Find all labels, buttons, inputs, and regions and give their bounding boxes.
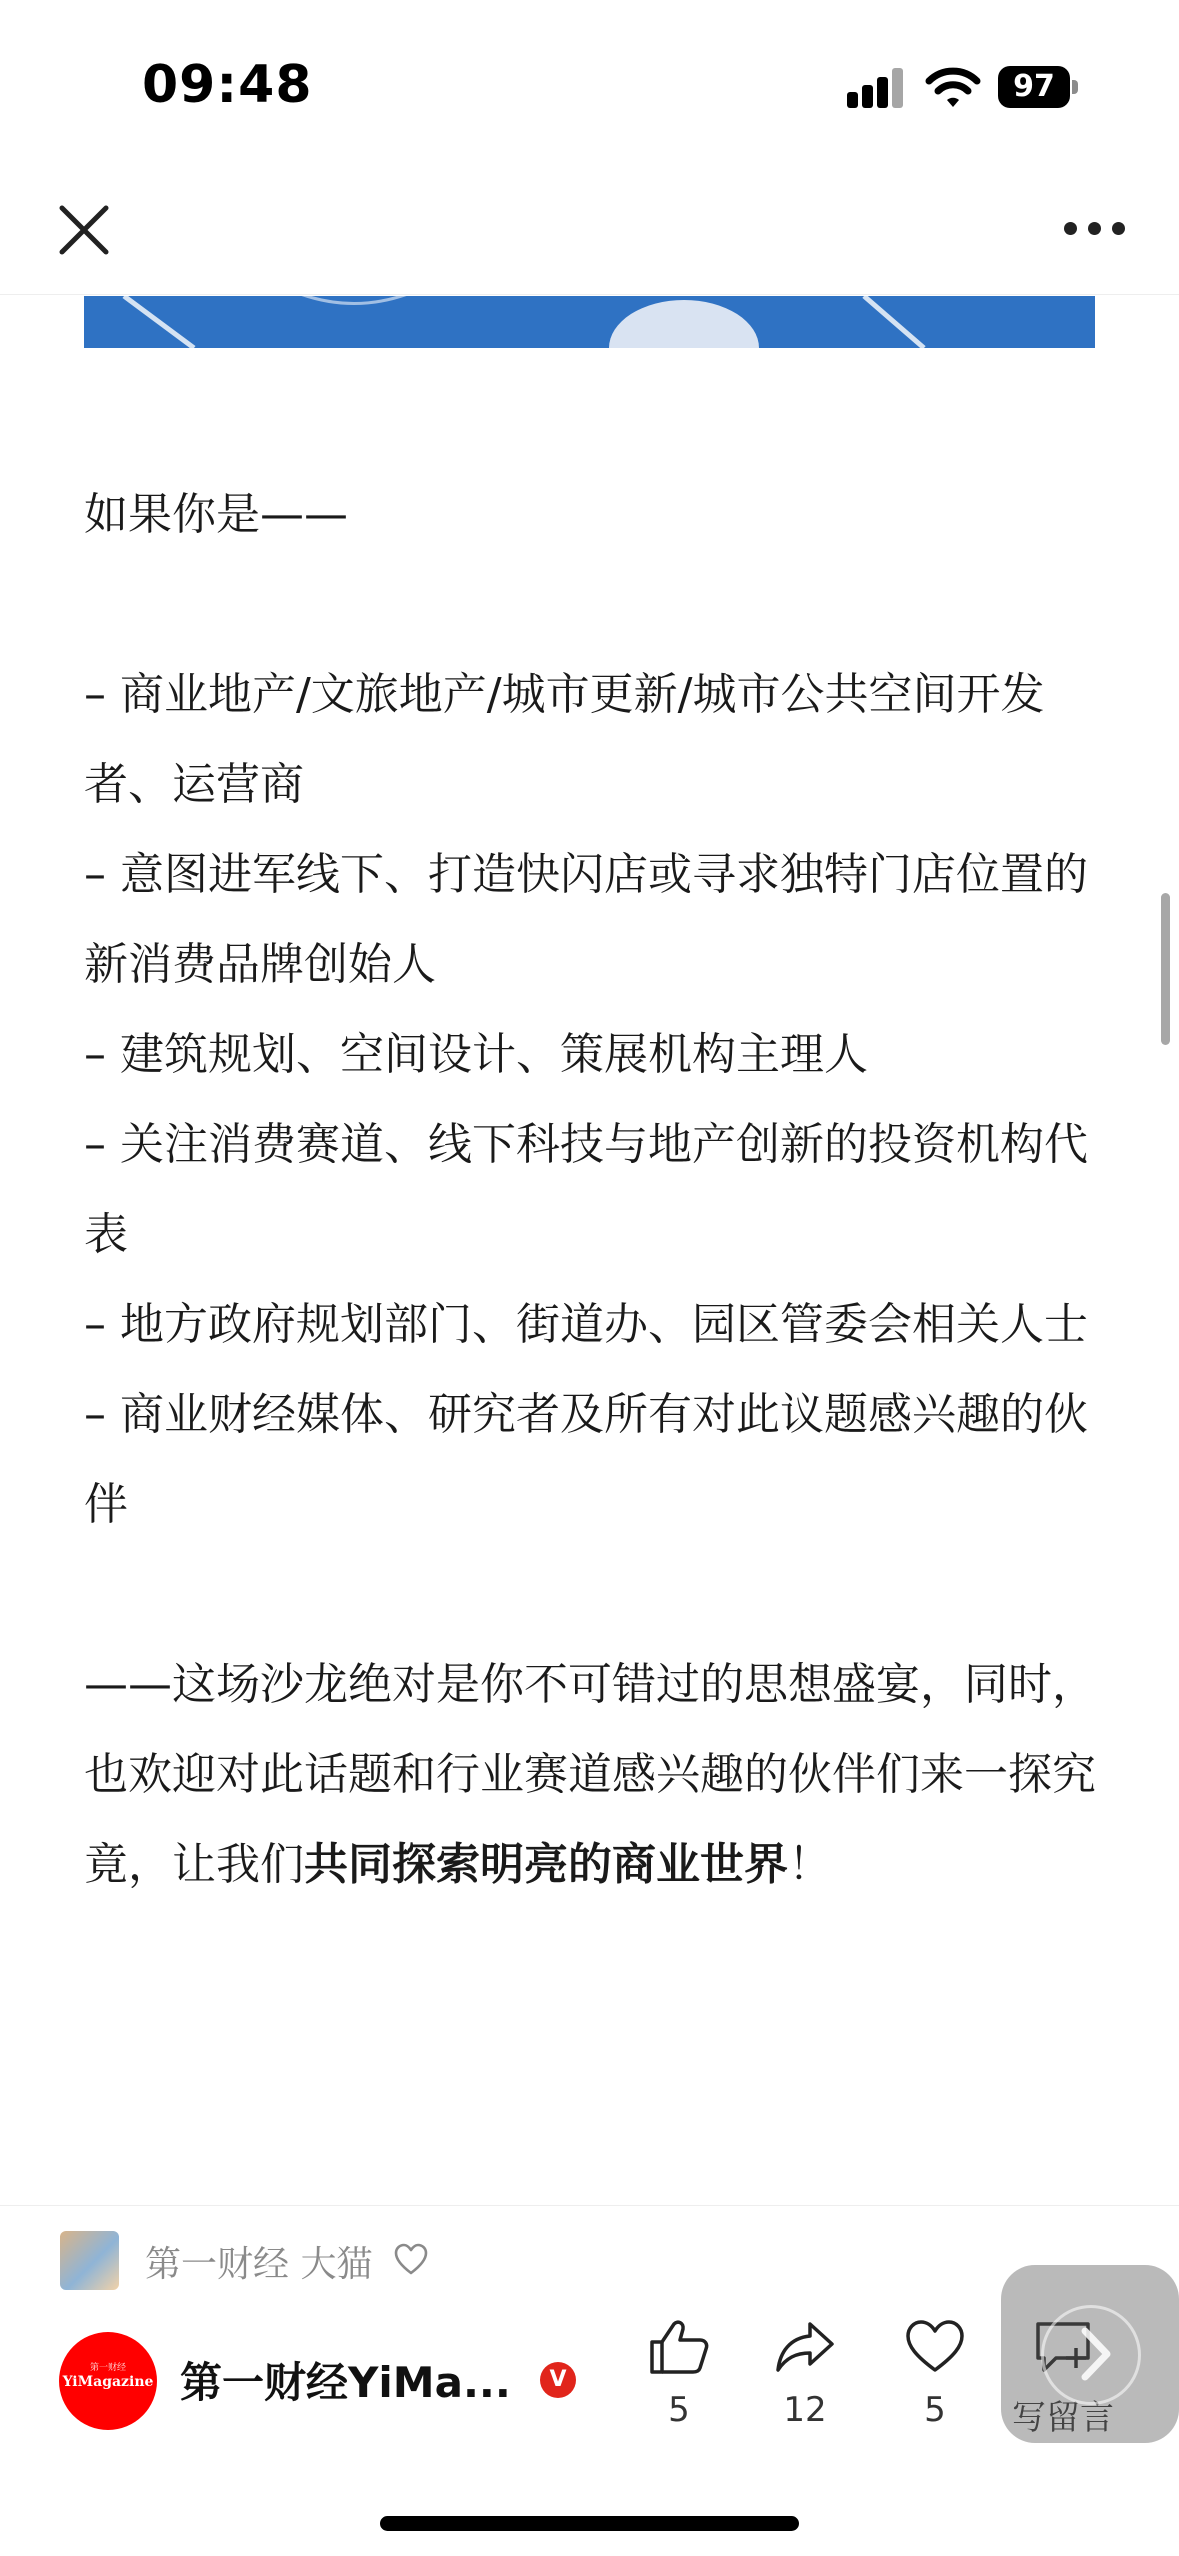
account-logo[interactable] <box>59 2332 157 2430</box>
share-count: 12 <box>783 2390 827 2430</box>
account-logo-top: 第一财经 <box>89 2363 126 2373</box>
article-banner-image <box>84 296 1095 348</box>
like-count: 5 <box>668 2390 690 2430</box>
account-logo-name: YiMagazine <box>62 2374 154 2390</box>
account-name[interactable]: 第一财经YiMa... <box>180 2358 511 2407</box>
article-list-item: – 意图进军线下、打造快闪店或寻求独特门店位置的新消费品牌创始人 <box>84 849 1088 990</box>
article-closing <box>84 1640 1099 1910</box>
article-list-item: – 地方政府规划部门、街道办、园区管委会相关人士 <box>84 1299 1088 1350</box>
battery-icon <box>998 66 1078 108</box>
article-list-item: – 商业财经媒体、研究者及所有对此议题感兴趣的伙伴 <box>84 1389 1088 1530</box>
heart-icon <box>904 2318 966 2376</box>
thumbs-up-icon <box>648 2318 710 2376</box>
home-indicator[interactable] <box>380 2516 799 2531</box>
battery-level: 97 <box>998 66 1070 108</box>
article-intro: 如果你是—— <box>84 489 348 540</box>
scroll-indicator[interactable] <box>1161 893 1170 1045</box>
like-button[interactable] <box>624 2318 734 2430</box>
close-icon[interactable] <box>52 198 116 262</box>
status-bar <box>0 0 1179 150</box>
verified-badge: V <box>540 2362 576 2398</box>
heart-outline-icon <box>393 2242 429 2276</box>
article-body <box>84 470 1099 1910</box>
status-time: 09:48 <box>142 55 313 115</box>
article-list-item: – 商业地产/文旅地产/城市更新/城市公共空间开发者、运营商 <box>84 669 1045 810</box>
cellular-signal-icon <box>847 68 905 108</box>
recommender-avatar[interactable] <box>60 2231 119 2290</box>
share-arrow-icon <box>774 2318 836 2376</box>
article-list-item: – 关注消费赛道、线下科技与地产创新的投资机构代表 <box>84 1119 1088 1260</box>
closing-text: ——这场沙龙绝对是你不可错过的思想盛宴，同时，也欢迎对此话题和行业赛道感兴趣的伙伴们来一探究竟，让我们 <box>84 1659 1096 1890</box>
recommender-text[interactable]: 第一财经 大猫 <box>145 2244 373 2285</box>
closing-bold-text: 共同探索明亮的商业世界 <box>304 1839 788 1890</box>
favorite-button[interactable] <box>880 2318 990 2430</box>
nav-bar <box>0 150 1179 295</box>
wifi-icon <box>925 65 981 109</box>
write-comment-label: 写留言 <box>1012 2398 1114 2438</box>
floating-next-button[interactable] <box>1001 2265 1179 2443</box>
favorite-count: 5 <box>924 2390 946 2430</box>
more-dots-icon[interactable] <box>1060 208 1130 248</box>
share-button[interactable] <box>750 2318 860 2430</box>
closing-end: ！ <box>788 1839 832 1890</box>
chevron-right-icon <box>1047 2319 1137 2389</box>
footer-divider <box>0 2205 1179 2206</box>
article-list-item: – 建筑规划、空间设计、策展机构主理人 <box>84 1029 868 1080</box>
